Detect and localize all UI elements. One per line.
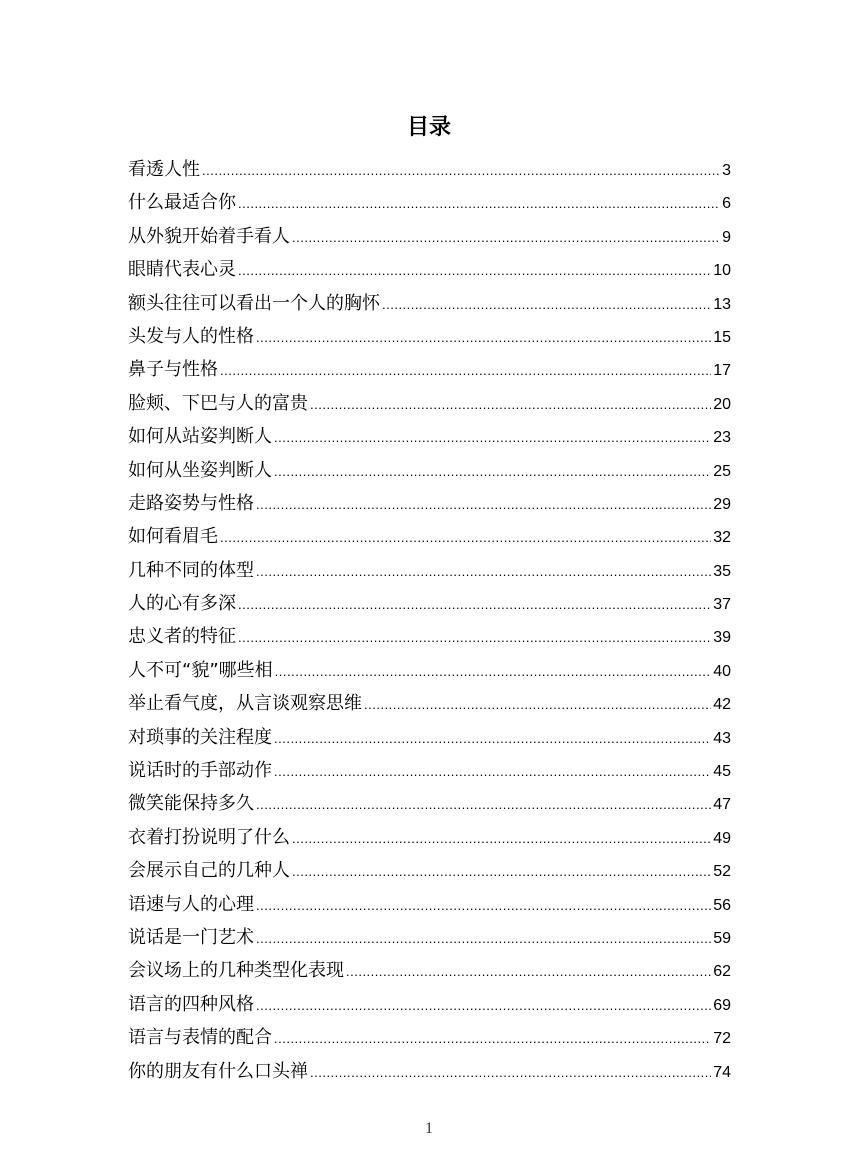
toc-dot-leader: [256, 555, 711, 588]
toc-dot-leader: [256, 989, 711, 1022]
toc-entry-page: 39: [713, 629, 731, 647]
toc-dot-leader: [310, 388, 711, 421]
toc-entry-title: 对琐事的关注程度: [128, 726, 272, 748]
toc-entry[interactable]: [128, 587, 731, 620]
toc-entry-page: 35: [713, 562, 731, 580]
toc-entry-page: 29: [713, 495, 731, 513]
toc-dot-leader: [274, 755, 711, 788]
toc-entry-page: 37: [713, 596, 731, 614]
toc-entry-page: 62: [713, 963, 731, 981]
toc-entry-title: 语速与人的心理: [128, 893, 254, 915]
toc-entry-page: 13: [713, 295, 731, 313]
toc-dot-leader: [274, 455, 711, 488]
toc-entry-page: 47: [713, 796, 731, 814]
toc-entry-title: 看透人性: [128, 159, 200, 180]
toc-entry[interactable]: [128, 821, 731, 854]
toc-entry[interactable]: [128, 854, 731, 887]
toc-entry[interactable]: [128, 554, 731, 587]
toc-entry-title: 走路姿势与性格: [128, 492, 254, 514]
toc-entry-title: 如何看眉毛: [128, 526, 218, 548]
toc-entry-page: 25: [713, 462, 731, 480]
toc-entry-page: 45: [713, 763, 731, 781]
toc-dot-leader: [382, 288, 711, 321]
toc-entry-page: 17: [713, 362, 731, 380]
toc-entry-page: 15: [713, 328, 731, 346]
toc-entry-title: 几种不同的体型: [128, 559, 254, 581]
toc-entry[interactable]: [128, 620, 731, 653]
toc-entry[interactable]: [128, 1021, 731, 1054]
toc-entry-page: 9: [722, 228, 731, 246]
toc-entry-title: 什么最适合你: [128, 192, 236, 214]
toc-dot-leader: [275, 655, 712, 688]
toc-entry-page: 72: [713, 1030, 731, 1048]
toc-dot-leader: [238, 588, 711, 621]
toc-dot-leader: [238, 187, 720, 220]
toc-dot-leader: [292, 221, 720, 254]
toc-dot-leader: [346, 955, 711, 988]
toc-entry-title: 眼睛代表心灵: [128, 259, 236, 281]
toc-dot-leader: [256, 788, 711, 821]
table-of-contents: [128, 153, 731, 1088]
toc-entry-title: 说话时的手部动作: [128, 760, 272, 782]
toc-dot-leader: [364, 688, 711, 721]
toc-dot-leader: [292, 855, 711, 888]
toc-dot-leader: [274, 421, 711, 454]
toc-entry-title: 如何从坐姿判断人: [128, 459, 272, 481]
toc-entry-page: 40: [713, 662, 731, 680]
toc-entry-page: 43: [713, 729, 731, 747]
toc-entry-page: 10: [713, 262, 731, 280]
toc-entry-page: 74: [713, 1063, 731, 1081]
toc-entry[interactable]: [128, 253, 731, 286]
toc-entry-page: 20: [713, 395, 731, 413]
page-number: 1: [425, 1120, 433, 1137]
toc-entry[interactable]: [128, 721, 731, 754]
toc-entry-page: 52: [713, 863, 731, 881]
toc-entry[interactable]: [128, 888, 731, 921]
toc-entry-title: 说话是一门艺术: [128, 926, 254, 948]
toc-entry[interactable]: [128, 988, 731, 1021]
toc-dot-leader: [220, 354, 711, 387]
toc-entry-page: 3: [722, 162, 731, 179]
toc-dot-leader: [310, 1056, 711, 1089]
toc-entry-title: 人不可“貌”哪些相: [128, 659, 273, 681]
toc-entry[interactable]: [128, 454, 731, 487]
toc-entry-page: 23: [713, 429, 731, 447]
toc-entry-title: 从外貌开始着手看人: [128, 225, 290, 247]
toc-entry[interactable]: [128, 687, 731, 720]
toc-entry[interactable]: [128, 186, 731, 219]
toc-dot-leader: [256, 922, 711, 955]
toc-entry[interactable]: [128, 387, 731, 420]
toc-entry-title: 如何从站姿判断人: [128, 426, 272, 448]
toc-heading: 目录: [406, 115, 451, 140]
toc-entry-title: 衣着打扮说明了什么: [128, 826, 290, 848]
toc-entry-title: 语言的四种风格: [128, 993, 254, 1015]
toc-entry[interactable]: [128, 353, 731, 386]
toc-entry[interactable]: [128, 754, 731, 787]
toc-entry-page: 6: [722, 195, 731, 213]
toc-entry-title: 举止看气度，从言谈观察思维: [128, 693, 362, 715]
toc-dot-leader: [256, 889, 711, 922]
toc-entry[interactable]: [128, 654, 731, 687]
toc-dot-leader: [292, 822, 711, 855]
toc-entry-page: 49: [713, 829, 731, 847]
toc-entry-title: 人的心有多深: [128, 593, 236, 615]
toc-entry-page: 59: [713, 929, 731, 947]
toc-entry-title: 额头往往可以看出一个人的胸怀: [128, 292, 380, 314]
toc-entry-title: 你的朋友有什么口头禅: [128, 1060, 308, 1082]
toc-entry-page: 69: [713, 996, 731, 1014]
toc-dot-leader: [238, 254, 711, 287]
toc-dot-leader: [256, 321, 711, 354]
toc-entry[interactable]: [128, 487, 731, 520]
toc-entry-title: 语言与表情的配合: [128, 1027, 272, 1049]
toc-entry-page: 42: [713, 696, 731, 714]
toc-dot-leader: [202, 154, 720, 187]
toc-dot-leader: [274, 722, 711, 755]
toc-entry-title: 会展示自己的几种人: [128, 860, 290, 882]
toc-entry-title: 忠义者的特征: [128, 626, 236, 648]
toc-entry[interactable]: [128, 787, 731, 820]
toc-dot-leader: [238, 621, 711, 654]
toc-entry[interactable]: [128, 320, 731, 353]
toc-dot-leader: [274, 1022, 711, 1055]
toc-entry-title: 脸颊、下巴与人的富贵: [128, 392, 308, 414]
toc-entry-title: 头发与人的性格: [128, 325, 254, 347]
toc-entry-title: 鼻子与性格: [128, 359, 218, 381]
toc-dot-leader: [220, 521, 711, 554]
toc-dot-leader: [256, 488, 711, 521]
toc-entry-title: 微笑能保持多久: [128, 793, 254, 815]
toc-entry[interactable]: [128, 420, 731, 453]
toc-entry[interactable]: [128, 220, 731, 253]
toc-entry[interactable]: [128, 153, 731, 186]
toc-entry[interactable]: [128, 520, 731, 553]
toc-entry[interactable]: [128, 954, 731, 987]
toc-entry[interactable]: [128, 287, 731, 320]
toc-entry-page: 32: [713, 529, 731, 547]
toc-entry-title: 会议场上的几种类型化表现: [128, 960, 344, 982]
toc-entry-page: 56: [713, 896, 731, 914]
toc-entry[interactable]: [128, 921, 731, 954]
toc-entry[interactable]: [128, 1055, 731, 1088]
